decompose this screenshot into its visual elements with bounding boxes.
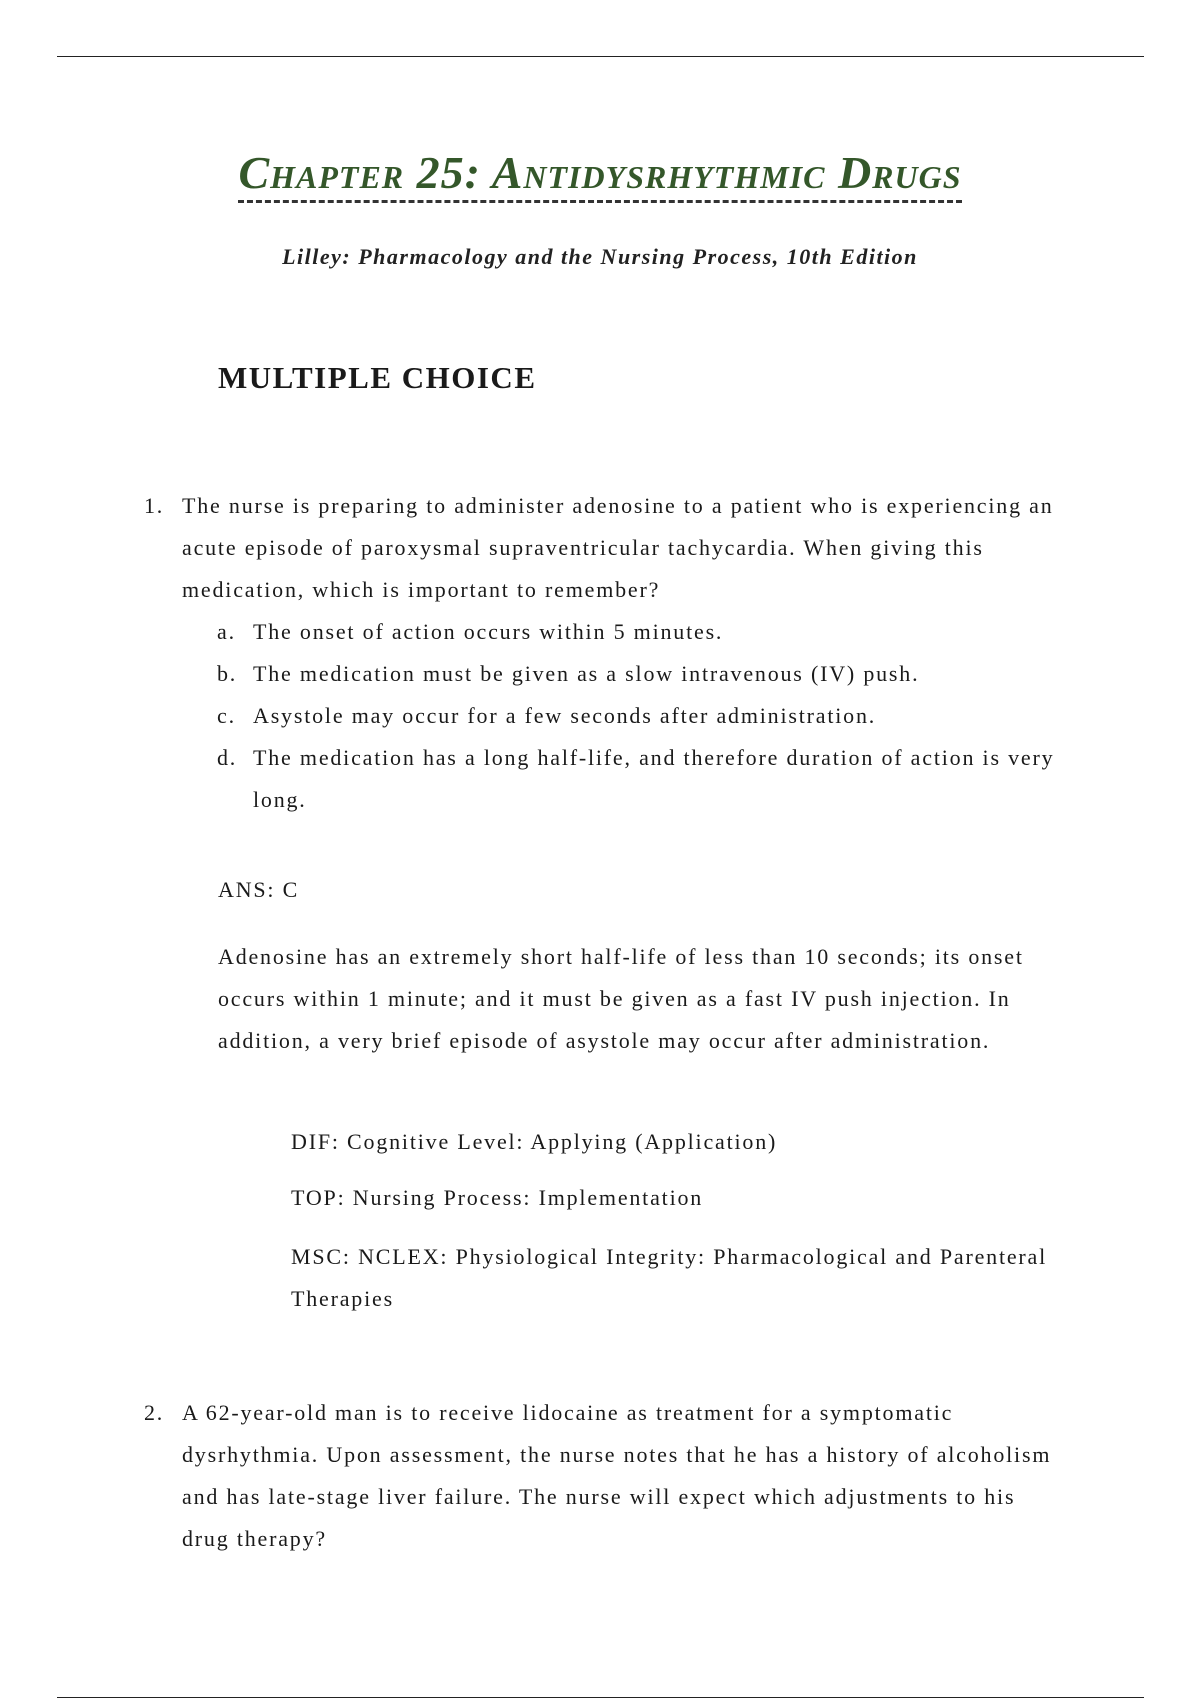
option-letter: d. [217,745,238,770]
answer-options [144,611,1064,821]
section-heading: MULTIPLE CHOICE [218,360,537,395]
book-subtitle: Lilley: Pharmacology and the Nursing Process, 10th Edition [282,244,918,269]
answer-rationale: Adenosine has an extremely short half-life of less than 10 seconds; its onset occurs within 1 minute; and it must be given as a fast IV push injection. In addition, a very brief episode of asystole may occur after administration. [218,944,1024,1053]
question-2 [144,1392,1064,1560]
option-letter: a. [217,619,236,644]
option-d [217,737,1064,821]
option-text: Asystole may occur for a few seconds after administration. [253,703,877,728]
question-stem [144,485,1064,611]
option-b [217,653,1064,695]
msc-label: MSC: NCLEX: Physiological Integrity: Pharmacological and Parenteral Therapies [291,1244,1048,1311]
chapter-title [0,146,1200,199]
question-text: The nurse is preparing to administer adenosine to a patient who is experiencing an acute episode of paroxysmal supraventricular tachycardia. When giving this medication, which is important to remember? [182,493,1054,602]
question-number: 1. [144,493,165,518]
top-rule [57,56,1144,57]
question-stem [144,1392,1064,1560]
question-text: A 62-year-old man is to receive lidocaine as treatment for a symptomatic dysrhythmia. Upon assessment, the nurse notes that he has a history of alcoholism and has late-stage liver failure. The nurse will expect which adjustments to his drug therapy? [182,1400,1052,1551]
option-letter: c. [217,703,236,728]
difficulty-label: DIF: Cognitive Level: Applying (Application) [291,1129,778,1154]
option-c [217,695,1064,737]
question-1 [144,485,1064,821]
option-text: The onset of action occurs within 5 minutes. [253,619,724,644]
answer-key: ANS: C [218,877,300,902]
option-letter: b. [217,661,238,686]
chapter-title-text: Chapter 25: Antidysrhythmic Drugs [238,147,961,203]
topic-label: TOP: Nursing Process: Implementation [291,1185,704,1210]
option-text: The medication has a long half-life, and therefore duration of action is very long. [253,745,1055,812]
question-number: 2. [144,1400,165,1425]
option-text: The medication must be given as a slow intravenous (IV) push. [253,661,920,686]
option-a [217,611,1064,653]
bottom-rule [57,1697,1144,1698]
